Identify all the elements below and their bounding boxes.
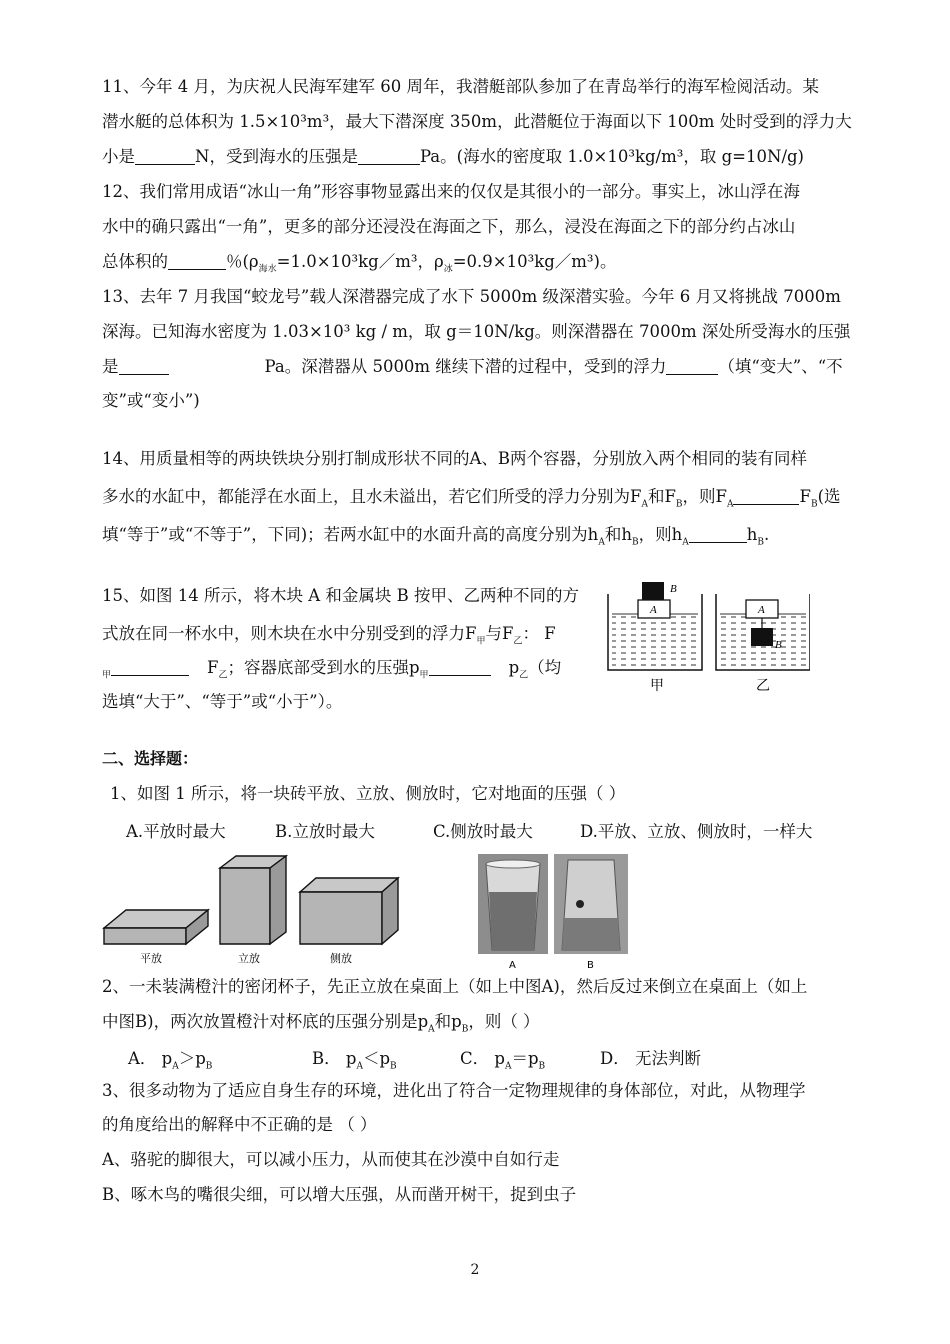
- answer-blank[interactable]: [666, 358, 718, 375]
- c2-option-a[interactable]: A． $p_A>p_B$: [128, 1049, 213, 1072]
- answer-blank[interactable]: [119, 358, 169, 375]
- q13-line1: 13、去年 7 月我国“蛟龙号”载人深潜器完成了水下 5000m 级深潜实验。今年 6 月又将挑战 7000m: [102, 287, 841, 306]
- section-heading: 二、选择题：: [102, 749, 199, 768]
- q12-line3: 总体积的 ％($\rho_{海水}=1.0\times 10^3kg/m^3$，$\rho_冰=0.9\times 10^3kg/m^3$)。: [102, 252, 617, 275]
- q14-line3: 填“等于”或“不等于”，下同)；若两水缸中的水面升高的高度分别为$h_A$和$h_B$，则$h_A$ $h_B$.: [102, 525, 770, 548]
- c3-option-a[interactable]: A、骆驼的脚很大，可以减小压力，从而使其在沙漠中自如行走: [102, 1150, 560, 1169]
- brick-standing: [220, 856, 286, 944]
- svg-text:平放: 平放: [140, 952, 162, 965]
- cup-a: [486, 860, 540, 950]
- answer-blank[interactable]: [429, 659, 491, 676]
- answer-blank[interactable]: [168, 253, 226, 270]
- cup-b: [562, 860, 620, 950]
- q13-line4: 变”或“变小”): [102, 391, 200, 410]
- svg-text:甲: 甲: [650, 678, 664, 694]
- answer-blank[interactable]: [135, 148, 195, 165]
- q12-line1: 12、我们常用成语“冰山一角”形容事物显露出来的仅仅是其很小的一部分。事实上，冰山浮在海: [102, 182, 800, 201]
- q11-line3: 小是 N，受到海水的压强是 Pa。(海水的密度取 1.0×10³kg/m³，取 g=10N/g): [102, 147, 804, 166]
- brick-flat: [104, 910, 208, 944]
- q11-line1: 11、今年 4 月，为庆祝人民海军建军 60 周年，我潜艇部队参加了在青岛举行的海军检阅活动。某: [102, 77, 819, 96]
- q15-line2: 式放在同一杯水中，则木块在水中分别受到的浮力$F_甲$与$F_乙$： F: [102, 624, 556, 647]
- c1-option-d[interactable]: D.平放、立放、侧放时，一样大: [580, 822, 813, 841]
- q11-line2: 潜水艇的总体积为 1.5×10³m³，最大下潜深度 350m，此潜艇位于海面以下 100m 处时受到的浮力大: [102, 112, 852, 131]
- c3-option-b[interactable]: B、啄木鸟的嘴很尖细，可以增大压强，从而凿开树干，捉到虫子: [102, 1185, 577, 1204]
- beaker-yi: [716, 594, 810, 694]
- c2-line1: 2、一未装满橙汁的密闭杯子，先正立放在桌面上（如上中图A)，然后反过来倒立在桌面上（如上: [102, 977, 808, 996]
- svg-text:侧放: 侧放: [330, 952, 352, 965]
- q13-line2: 深海。已知海水密度为 1.03×10³ kg / m，取 g＝10N/kg。则深潜器在 7000m 深处所受海水的压强: [102, 322, 851, 341]
- page-number: 2: [470, 1262, 480, 1278]
- figure-1-bricks: [100, 852, 400, 972]
- q14-line2: 多水的水缸中，都能浮在水面上，且水未溢出，若它们所受的浮力分别为$F_A$和$F_B$，则$F_A$ $F_B$(选: [102, 487, 841, 510]
- svg-text:B: B: [670, 583, 677, 595]
- q15-line3: $_甲$ $F_乙$；容器底部受到水的压强$p_甲$ $p_乙$（均: [102, 658, 562, 681]
- svg-text:B: B: [775, 639, 782, 651]
- q13-line3: 是 Pa。深潜器从 5000m 继续下潜的过程中，受到的浮力 （填“变大”、“不: [102, 357, 843, 376]
- svg-text:立放: 立放: [238, 952, 260, 965]
- block-b-shape: [751, 628, 773, 646]
- answer-blank[interactable]: [689, 526, 747, 543]
- figure-cups-photo: [478, 854, 630, 972]
- svg-text:A: A: [509, 960, 516, 971]
- c3-line2: 的角度给出的解释中不正确的是 （ ）: [102, 1115, 377, 1134]
- c1-option-b[interactable]: B.立放时最大: [275, 822, 375, 841]
- q14-line1: 14、用质量相等的两块铁块分别打制成形状不同的A、B两个容器，分别放入两个相同的装有同样: [102, 449, 808, 468]
- c2-option-d[interactable]: D． 无法判断: [600, 1049, 701, 1068]
- svg-text:乙: 乙: [756, 678, 770, 694]
- c2-line2: 中图B)，两次放置橙汁对杯底的压强分别是$p_A$和$p_B$，则（ ）: [102, 1012, 540, 1035]
- q15-line1: 15、如图 14 所示，将木块 A 和金属块 B 按甲、乙两种不同的方: [102, 586, 580, 605]
- q15-line4: 选填“大于”、“等于”或“小于”）。: [102, 692, 343, 711]
- q12-line2: 水中的确只露出“一角”，更多的部分还浸没在海面之下，那么，浸没在海面之下的部分约占冰山: [102, 217, 796, 236]
- c2-option-b[interactable]: B． $p_A<p_B$: [312, 1049, 397, 1072]
- c2-option-c[interactable]: C． $p_A=p_B$: [460, 1049, 546, 1072]
- c1-option-c[interactable]: C.侧放时最大: [433, 822, 533, 841]
- svg-text:B: B: [587, 960, 594, 971]
- answer-blank[interactable]: [733, 488, 799, 505]
- brick-side: [300, 878, 398, 944]
- figure-14-beakers: [600, 578, 810, 698]
- block-b-shape: [642, 582, 664, 600]
- c3-line1: 3、很多动物为了适应自身生存的环境，进化出了符合一定物理规律的身体部位，对此，从物理学: [102, 1081, 806, 1100]
- svg-text:A: A: [758, 604, 765, 616]
- answer-blank[interactable]: [111, 659, 189, 676]
- c1-option-a[interactable]: A.平放时最大: [126, 822, 226, 841]
- answer-blank[interactable]: [358, 148, 420, 165]
- beaker-jia: [608, 582, 702, 694]
- svg-text:A: A: [650, 604, 657, 616]
- c1-stem: 1、如图 1 所示，将一块砖平放、立放、侧放时，它对地面的压强（ ）: [110, 784, 626, 803]
